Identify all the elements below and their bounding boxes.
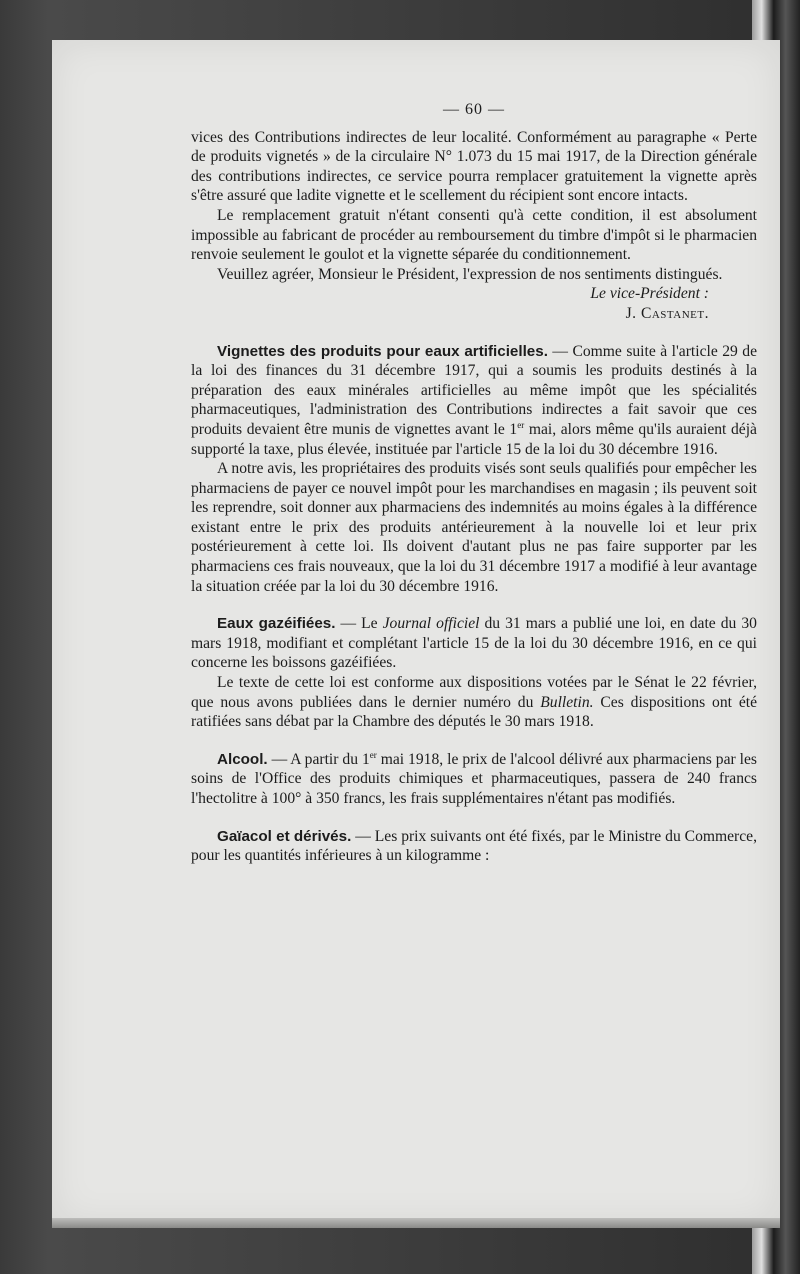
page-number: — 60 — [443,101,505,118]
section-eaux-gazeifiees [191,614,757,732]
section-heading: Eaux gazéifiées. [217,615,336,633]
alcool-paragraph-1: Alcool. — A partir du 1er mai 1918, le prix de l'alcool délivré aux pharmaciens par les soins de l'Office des produits chimiques et pharmaceutiques, passera de 240 francs l'hectolitre à 100° à 350 francs, les frais supplémentaires n'étant pas modifiés. [191,749,757,807]
section-heading: Vignettes des produits pour eaux artificielles. [217,342,548,360]
intro-paragraph-1: vices des Contributions indirectes de leur localité. Conformément au paragraphe « Perte de produits vignetés » de la circulaire N° 1.073 du 15 mai 1917, de la Direction générale des contributions indirectes, ce service pourra remplacer gratuitement la vignette après s'être assuré que ladite vignette et le scellement du récipient sont encore intacts. [191,128,757,205]
section-heading: Alcool. [217,750,268,768]
eaux-paragraph-2: Le texte de cette loi est conforme aux dispositions votées par le Sénat le 22 février, que nous avons publiées dans le dernier numéro du Bulletin. Ces dispositions ont été ratifiées sans débat par la Chambre des députés le 30 mars 1918. [191,674,757,731]
intro-paragraph-3: Veuillez agréer, Monsieur le Président, l'expression de nos sentiments distingués. [217,265,723,283]
section-gaiacol [191,827,757,866]
gaiacol-paragraph-1: Gaïacol et dérivés. — Les prix suivants ont été fixés, par le Ministre du Commerce, pour les quantités inférieures à un kilogramme : [191,827,757,865]
section-alcool [191,750,757,809]
vignettes-paragraph-2: A notre avis, les propriétaires des produits visés sont seuls qualifiés pour empêcher les pharmaciens de payer ce nouvel impôt pour les marchandises en magasin ; ils peuvent soit les reprendre, soit donner aux pharmaciens des indemnités au moins égales à la différence existant entre le prix des produits antérieurement à la nouvelle loi et leur prix postérieurement à cette loi. Ils doivent d'autant plus ne pas faire supporter par les pharmaciens ces frais nouveaux, que la loi du 31 décembre 1917 a modifié à leur avantage la situation créée par la loi du 30 décembre 1916. [191,460,757,595]
signature-name: J. Castanet. [625,304,709,322]
eaux-paragraph-1: Eaux gazéifiées. — Le Journal officiel du 31 mars a publié une loi, en date du 30 mars 1918, modifiant et complétant l'article 15 de la loi du 30 décembre 1916, en ce qui concerne les boissons gazéifiées. [191,615,757,672]
intro-paragraph-2: Le remplacement gratuit n'étant consenti qu'à cette condition, il est absolument impossible au fabricant de procéder au remboursement du timbre d'impôt si le pharmacien renvoie seulement le goulot et la vignette séparée du conditionnement. [191,206,757,264]
section-vignettes [191,342,757,597]
page-bottom-edge [52,1218,780,1228]
vignettes-paragraph-1: Vignettes des produits pour eaux artificielles. — Comme suite à l'article 29 de la loi des finances du 31 décembre 1917, qui a soumis les produits destinés à la préparation des eaux minérales artificielles au même impôt que les spécialités pharmaceutiques, l'administration des Contributions indirectes a fait savoir que ces produits devaient être munis de vignettes avant le 1er mai, alors même qu'ils auraient déjà supporté la taxe, plus élevée, instituée par l'article 15 de la loi du 30 décembre 1916. [191,342,758,458]
page-content [191,100,757,866]
signature-title: Le vice-Président : [590,285,709,303]
section-heading: Gaïacol et dérivés. [217,827,352,845]
